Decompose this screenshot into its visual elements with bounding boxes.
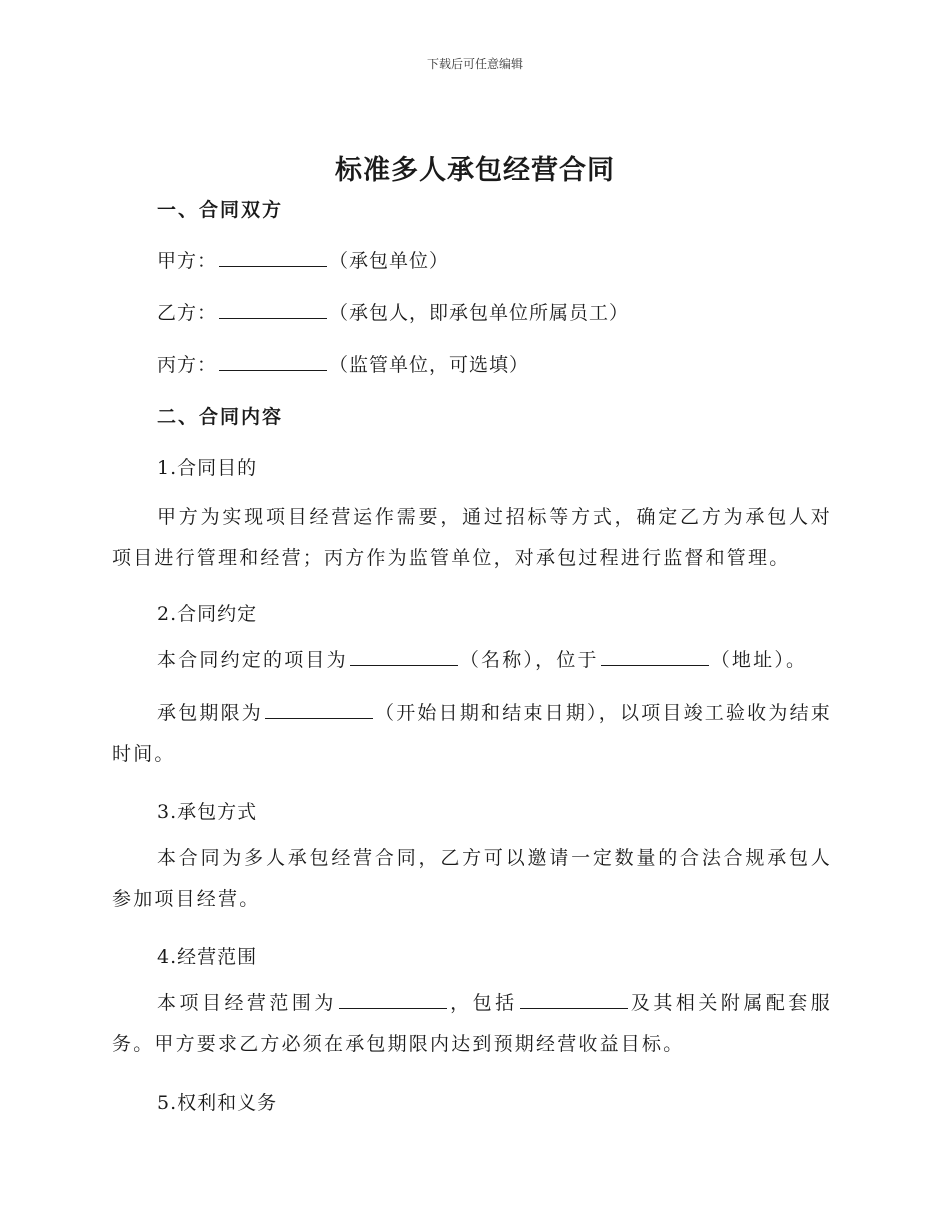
- party-c-blank[interactable]: [219, 352, 327, 371]
- business-include-blank[interactable]: [520, 990, 628, 1009]
- item4-text-2: ，包括: [448, 992, 518, 1014]
- business-scope-blank[interactable]: [339, 990, 447, 1009]
- party-c-line: [157, 350, 529, 377]
- party-a-label: 甲方：: [157, 250, 218, 272]
- section2-heading: 二、合同内容: [157, 406, 284, 428]
- item2-text-a1: 本合同约定的项目为: [157, 649, 348, 671]
- item4-text-3: 及其相关附属配套服务。甲方要求乙方必须在承包期限内达到预期经营收益目标。: [112, 992, 832, 1055]
- item2-paragraph-b: [112, 693, 832, 775]
- party-b-note: （承包人，即承包单位所属员工）: [329, 302, 630, 324]
- section1-heading: 一、合同双方: [157, 199, 284, 221]
- project-address-blank[interactable]: [601, 647, 709, 666]
- item2-paragraph-a: [112, 640, 832, 681]
- project-name-blank[interactable]: [350, 647, 458, 666]
- party-b-blank[interactable]: [219, 300, 327, 319]
- item4-paragraph: [112, 983, 832, 1065]
- party-a-note: （承包单位）: [329, 250, 450, 272]
- document-title: 标准多人承包经营合同: [335, 155, 615, 186]
- item2-text-b1: 承包期限为: [157, 702, 264, 724]
- item1-text: 甲方为实现项目经营运作需要，通过招标等方式，确定乙方为承包人对项目进行管理和经营；丙方作为监管单位，对承包过程进行监督和管理。: [112, 506, 832, 569]
- item4-title: 4.经营范围: [157, 946, 258, 968]
- item3-text: 本合同为多人承包经营合同，乙方可以邀请一定数量的合法合规承包人参加项目经营。: [112, 847, 832, 910]
- item5-title: 5.权利和义务: [157, 1092, 278, 1114]
- item2-text-a2: （名称），位于: [459, 649, 599, 671]
- item3-title: 3.承包方式: [157, 801, 258, 823]
- item2-text-a3: （地址）。: [710, 649, 808, 671]
- contract-term-blank[interactable]: [265, 700, 373, 719]
- party-a-blank[interactable]: [219, 248, 327, 267]
- item4-text-1: 本项目经营范围为: [157, 992, 337, 1014]
- item2-title: 2.合同约定: [157, 603, 258, 625]
- item2-text-b2: （开始日期和结束日期），以项目竣工验收为结束时间。: [112, 702, 832, 765]
- party-b-label: 乙方：: [157, 302, 218, 324]
- page-header-note: 下载后可任意编辑: [426, 57, 523, 71]
- party-b-line: [157, 298, 629, 325]
- party-c-note: （监管单位，可选填）: [329, 354, 530, 376]
- item1-title: 1.合同目的: [157, 457, 258, 479]
- party-a-line: [157, 246, 449, 273]
- party-c-label: 丙方：: [157, 354, 218, 376]
